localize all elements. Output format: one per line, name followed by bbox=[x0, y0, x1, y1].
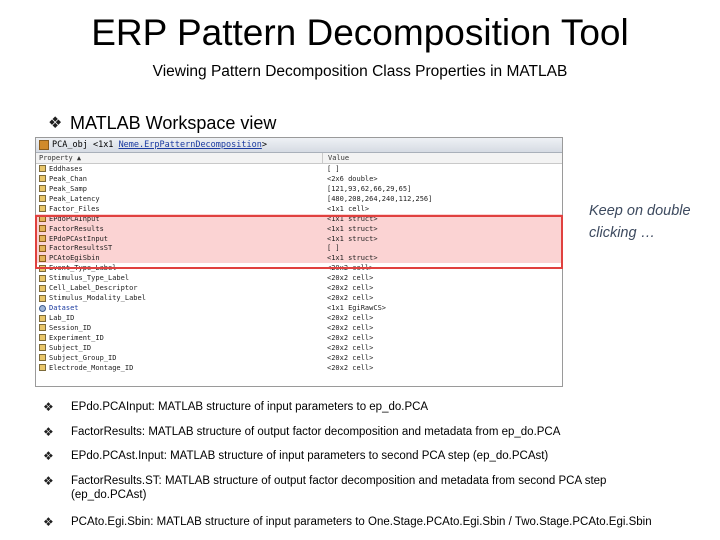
property-cell bbox=[36, 215, 319, 223]
bullet-text: FactorResults: MATLAB structure of output factor decomposition and metadata from ep_do.PCA bbox=[71, 426, 561, 438]
property-cell bbox=[36, 195, 319, 203]
property-name: Subject_ID bbox=[49, 343, 92, 352]
property-cell bbox=[36, 324, 319, 332]
cell-icon bbox=[39, 354, 46, 361]
cell-icon bbox=[39, 165, 46, 172]
cell-icon bbox=[39, 295, 46, 302]
cell-icon bbox=[39, 265, 46, 272]
property-name: Peak_Chan bbox=[49, 174, 87, 183]
object-icon bbox=[39, 140, 49, 150]
diamond-bullet-icon: ❖ bbox=[48, 113, 63, 132]
property-value: [ ] bbox=[327, 244, 340, 253]
workspace-row[interactable] bbox=[36, 293, 562, 303]
workspace-column-headers bbox=[36, 153, 562, 164]
property-cell bbox=[36, 354, 319, 362]
property-name: Cell_Label_Descriptor bbox=[49, 284, 138, 293]
property-value: <1x1 cell> bbox=[327, 204, 370, 213]
property-value: <2x6 double> bbox=[327, 174, 378, 183]
diamond-bullet-icon: ❖ bbox=[43, 449, 54, 463]
workspace-row[interactable] bbox=[36, 234, 562, 244]
object-icon bbox=[39, 305, 46, 312]
bullet-text: EPdo.PCAst.Input: MATLAB structure of input parameters to second PCA step (ep_do.PCAst) bbox=[71, 450, 549, 462]
property-value: <20x2 cell> bbox=[327, 323, 374, 332]
property-value: <1x1 struct> bbox=[327, 214, 378, 223]
property-cell bbox=[36, 284, 319, 292]
cell-icon bbox=[39, 205, 46, 212]
property-value: <1x1 EgiRawCS> bbox=[327, 304, 387, 313]
property-cell bbox=[36, 304, 319, 312]
property-name: Experiment_ID bbox=[49, 333, 104, 342]
cell-icon bbox=[39, 185, 46, 192]
property-cell bbox=[36, 344, 319, 352]
variable-size: <1x1 bbox=[92, 140, 114, 150]
property-name: Electrode_Montage_ID bbox=[49, 363, 134, 372]
property-cell bbox=[36, 314, 319, 322]
workspace-row[interactable] bbox=[36, 184, 562, 194]
workspace-row[interactable] bbox=[36, 204, 562, 214]
variable-class-link[interactable]: Neme.ErpPatternDecomposition bbox=[118, 140, 262, 150]
property-value: <20x2 cell> bbox=[327, 274, 374, 283]
property-name: Factor_Files bbox=[49, 204, 100, 213]
variable-name: PCA_obj bbox=[52, 140, 88, 150]
property-value: <20x2 cell> bbox=[327, 343, 374, 352]
workspace-titlebar bbox=[36, 138, 562, 153]
property-value: <20x2 cell> bbox=[327, 333, 374, 342]
bullet-text: FactorResults.ST: MATLAB structure of output factor decomposition and metadata from second PCA step (ep_do.PCAst) bbox=[71, 475, 607, 501]
property-value: <20x2 cell> bbox=[327, 353, 374, 362]
property-name: Eddhases bbox=[49, 164, 83, 173]
annotation-note: Keep on double clicking … bbox=[589, 203, 691, 241]
slide-subtitle: Viewing Pattern Decomposition Class Properties in MATLAB bbox=[152, 63, 568, 80]
property-value: [480,208,264,240,112,256] bbox=[327, 194, 433, 203]
property-cell bbox=[36, 294, 319, 302]
struct-icon bbox=[39, 255, 46, 262]
struct-icon bbox=[39, 245, 46, 252]
cell-icon bbox=[39, 285, 46, 292]
column-header-value[interactable]: Value bbox=[328, 154, 350, 162]
cell-icon bbox=[39, 275, 46, 282]
property-cell bbox=[36, 205, 319, 213]
cell-icon bbox=[39, 344, 46, 351]
workspace-row[interactable] bbox=[36, 323, 562, 333]
property-cell bbox=[36, 165, 319, 173]
property-name: Session_ID bbox=[49, 323, 92, 332]
diamond-bullet-icon: ❖ bbox=[43, 425, 54, 439]
cell-icon bbox=[39, 315, 46, 322]
workspace-row[interactable] bbox=[36, 224, 562, 234]
workspace-row[interactable] bbox=[36, 313, 562, 323]
property-value: <20x2 cell> bbox=[327, 294, 374, 303]
cell-icon bbox=[39, 175, 46, 182]
property-cell bbox=[36, 225, 319, 233]
cell-icon bbox=[39, 195, 46, 202]
workspace-row[interactable] bbox=[36, 363, 562, 373]
property-name: Lab_ID bbox=[49, 314, 75, 323]
property-cell bbox=[36, 334, 319, 342]
cell-icon bbox=[39, 334, 46, 341]
diamond-bullet-icon: ❖ bbox=[43, 474, 54, 488]
slide-title: ERP Pattern Decomposition Tool bbox=[91, 12, 629, 53]
property-value: <1x1 struct> bbox=[327, 234, 378, 243]
property-value: <20x2 cell> bbox=[327, 284, 374, 293]
property-value: <20x2 cell> bbox=[327, 264, 374, 273]
workspace-row[interactable] bbox=[36, 333, 562, 343]
property-name: Peak_Latency bbox=[49, 194, 100, 203]
property-cell bbox=[36, 254, 319, 262]
property-cell bbox=[36, 235, 319, 243]
property-name: PCAtoEgiSbin bbox=[49, 254, 100, 263]
property-cell bbox=[36, 185, 319, 193]
diamond-bullet-icon: ❖ bbox=[43, 515, 54, 529]
workspace-row[interactable] bbox=[36, 353, 562, 363]
workspace-heading: MATLAB Workspace view bbox=[70, 113, 277, 133]
property-name: Stimulus_Modality_Label bbox=[49, 294, 146, 303]
property-cell bbox=[36, 274, 319, 282]
workspace-row[interactable] bbox=[36, 263, 562, 273]
bullet-text: PCAto.Egi.Sbin: MATLAB structure of input parameters to One.Stage.PCAto.Egi.Sbin / Two.Stage.PCAto.Egi.Sbin bbox=[71, 516, 652, 528]
workspace-row[interactable] bbox=[36, 273, 562, 283]
property-name: Dataset bbox=[49, 304, 79, 313]
workspace-row[interactable] bbox=[36, 244, 562, 254]
property-cell bbox=[36, 175, 319, 183]
property-value: <20x2 cell> bbox=[327, 314, 374, 323]
property-name: Event_Type_Label bbox=[49, 264, 117, 273]
column-header-property[interactable]: Property ▲ bbox=[36, 153, 323, 163]
struct-icon bbox=[39, 225, 46, 232]
workspace-row[interactable] bbox=[36, 164, 562, 174]
diamond-bullet-icon: ❖ bbox=[43, 400, 54, 414]
property-value: [121,93,62,66,29,65] bbox=[327, 184, 412, 193]
cell-icon bbox=[39, 324, 46, 331]
property-name: Peak_Samp bbox=[49, 184, 87, 193]
matlab-workspace-window bbox=[35, 137, 563, 387]
workspace-row[interactable] bbox=[36, 214, 562, 224]
workspace-row[interactable] bbox=[36, 303, 562, 313]
property-cell bbox=[36, 244, 319, 252]
property-name: Subject_Group_ID bbox=[49, 353, 117, 362]
property-value: <1x1 struct> bbox=[327, 224, 378, 233]
workspace-row[interactable] bbox=[36, 194, 562, 204]
property-cell bbox=[36, 264, 319, 272]
workspace-rows bbox=[36, 164, 562, 373]
property-name: Stimulus_Type_Label bbox=[49, 274, 130, 283]
struct-icon bbox=[39, 215, 46, 222]
cell-icon bbox=[39, 364, 46, 371]
property-cell bbox=[36, 364, 319, 372]
property-value: [ ] bbox=[327, 164, 340, 173]
property-name: EPdoPCAstInput bbox=[49, 234, 109, 243]
workspace-row[interactable] bbox=[36, 174, 562, 184]
variable-title-end: > bbox=[261, 140, 267, 150]
struct-icon bbox=[39, 235, 46, 242]
property-name: FactorResultsST bbox=[49, 244, 113, 253]
property-name: FactorResults bbox=[49, 224, 104, 233]
property-name: EPdoPCAInput bbox=[49, 214, 100, 223]
workspace-row[interactable] bbox=[36, 253, 562, 263]
property-value: <1x1 struct> bbox=[327, 254, 378, 263]
bullet-text: EPdo.PCAInput: MATLAB structure of input parameters to ep_do.PCA bbox=[71, 401, 429, 413]
workspace-row[interactable] bbox=[36, 343, 562, 353]
workspace-row[interactable] bbox=[36, 283, 562, 293]
property-value: <20x2 cell> bbox=[327, 363, 374, 372]
